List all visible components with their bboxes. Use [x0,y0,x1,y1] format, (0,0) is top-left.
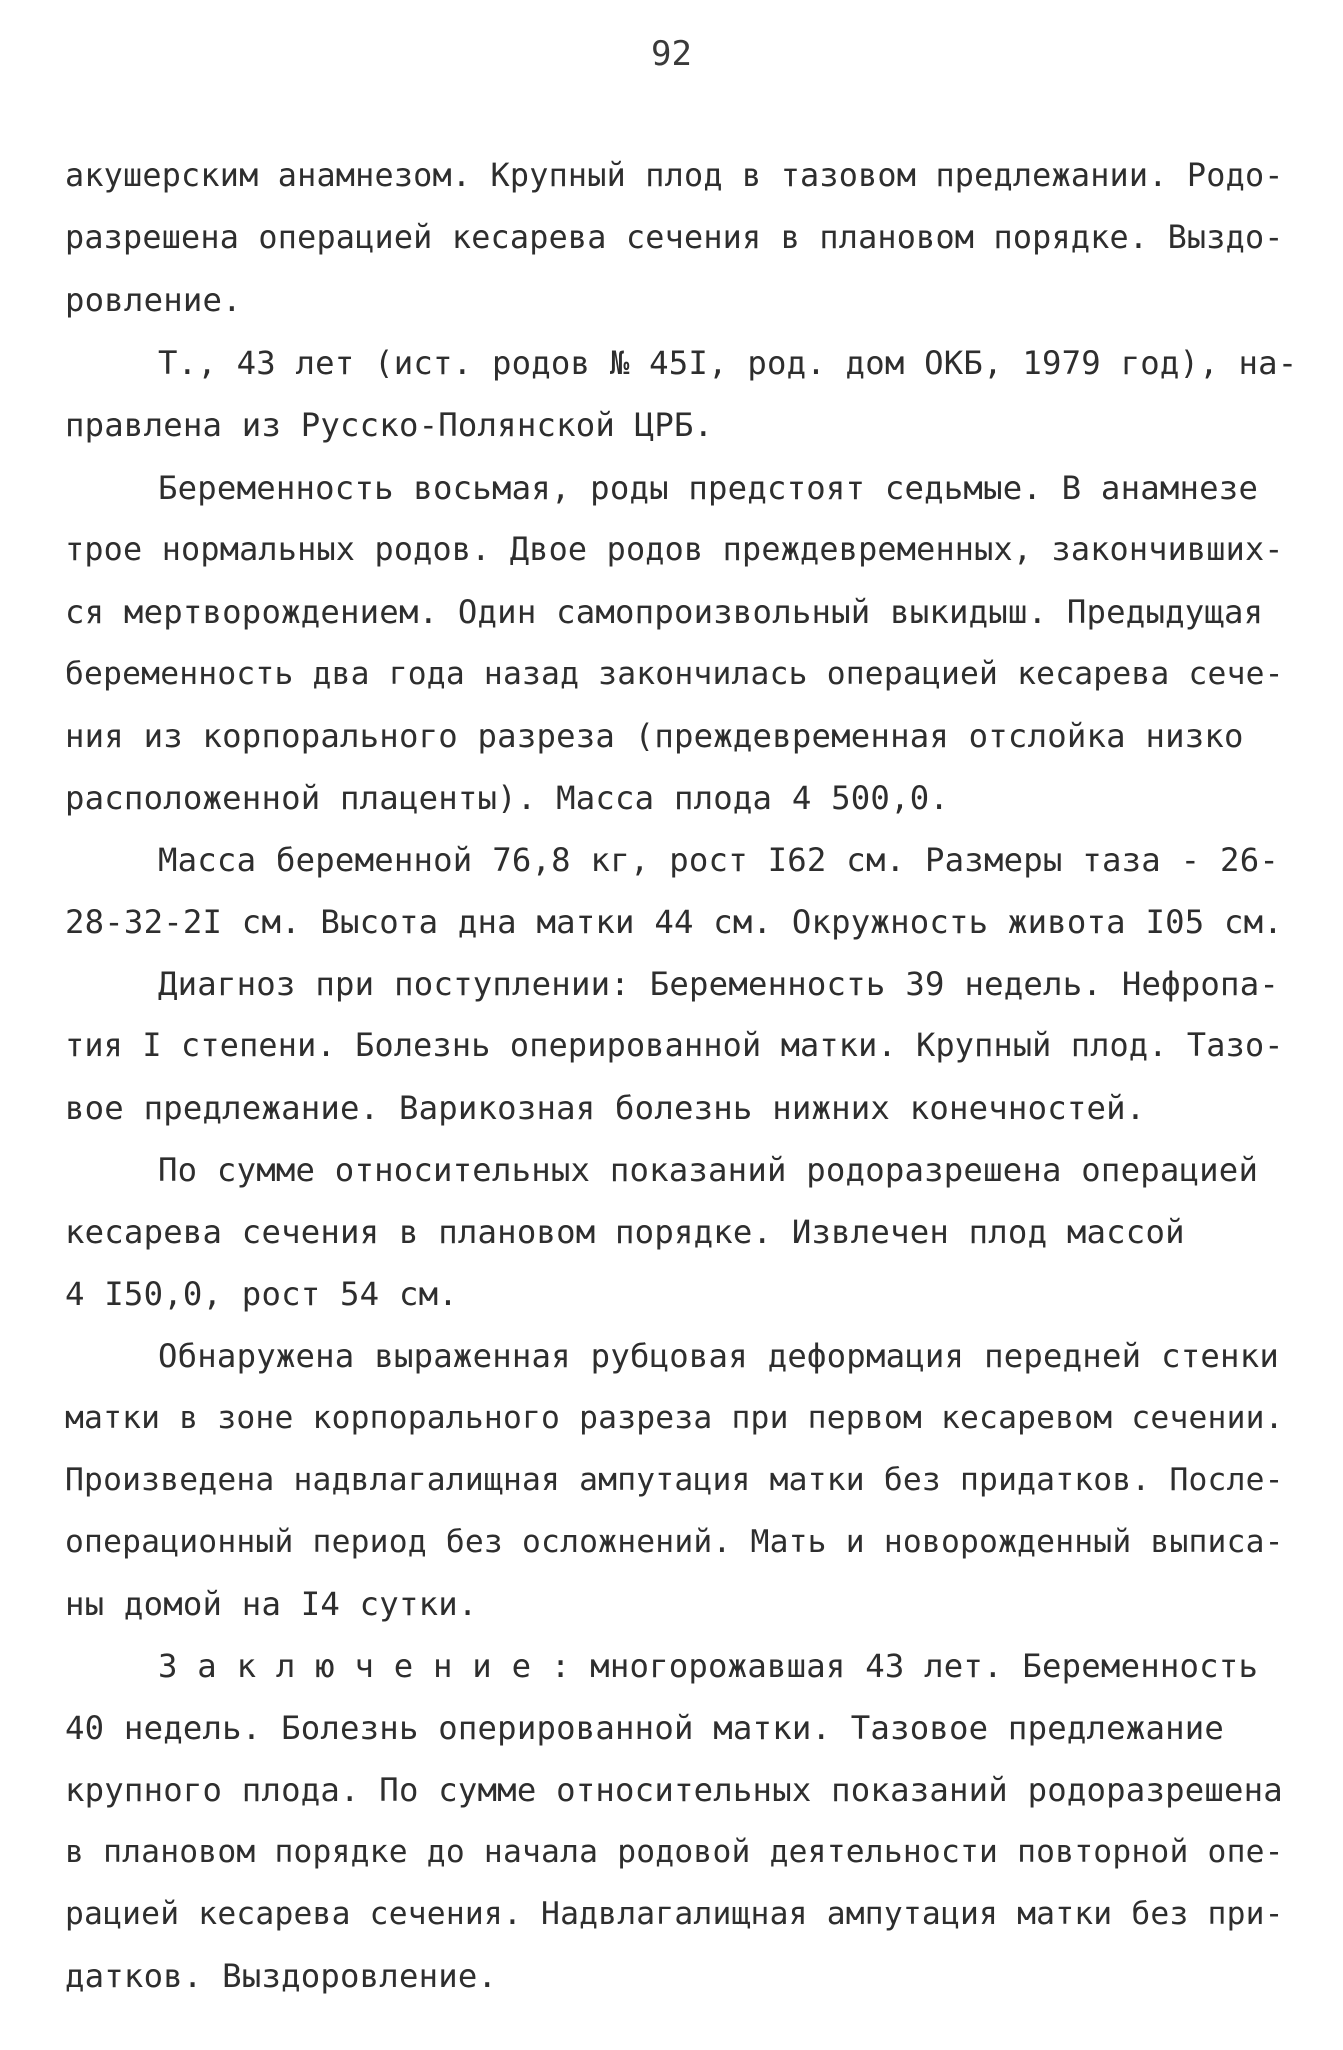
text-line: операционный период без осложнений. Мать и новорожденный выписа- [65,1524,1284,1560]
text-line: рацией кесарева сечения. Надвлагалищная ампутация матки без при- [65,1896,1284,1932]
text-line: беременность два года назад закончилась операцией кесарева сече- [65,656,1284,692]
text-line: вое предлежание. Варикозная болезнь нижних конечностей. [65,1089,1146,1127]
page-number: 92 [651,34,692,74]
text-line: расположенной плаценты). Масса плода 4 500,0. [65,779,949,817]
text-line: кесарева сечения в плановом порядке. Извлечен плод массой [65,1213,1185,1251]
text-line: тия I степени. Болезнь оперированной матки. Крупный плод. Тазо- [65,1027,1284,1064]
text-line: 40 недель. Болезнь оперированной матки. Тазовое предлежание [65,1709,1225,1747]
text-line: крупного плода. По сумме относительных показаний родоразрешена [65,1771,1283,1809]
text-line: ся мертворождением. Один самопроизвольный выкидыш. Предыдущая [65,593,1264,631]
text-line: трое нормальных родов. Двое родов преждевременных, закончивших- [65,531,1284,568]
text-line: По сумме относительных показаний родоразрешена операцией [158,1151,1259,1189]
text-line: Масса беременной 76,8 кг, рост I62 см. Размеры таза - 26- [158,841,1279,879]
text-line: ния из корпорального разреза (преждевременная отслойка низко [65,717,1244,755]
text-line: Беременность восьмая, роды предстоят седьмые. В анамнезе [158,469,1259,507]
text-line: ровление. [65,281,242,319]
text-line: Т., 43 лет (ист. родов № 45I, род. дом ОКБ, 1979 год), на- [158,344,1298,382]
text-line: акушерским анамнезом. Крупный плод в тазовом предлежании. Родо- [65,157,1284,194]
text-line: Обнаружена выраженная рубцовая деформация передней стенки [158,1337,1279,1375]
text-line: Диагноз при поступлении: Беременность 39 недель. Нефропа- [158,965,1279,1003]
text-line: в плановом порядке до начала родовой деятельности повторной опе- [65,1834,1284,1870]
text-line: 28-32-2I см. Высота дна матки 44 см. Окружность живота I05 см. [65,903,1283,941]
conclusion-line: З а к л ю ч е н и е : многорожавшая 43 лет. Беременность [158,1647,1259,1685]
text-line: разрешена операцией кесарева сечения в плановом порядке. Выздо- [65,219,1284,256]
text-line: ны домой на I4 сутки. [65,1585,478,1623]
text-line: правлена из Русско-Полянской ЦРБ. [65,406,714,444]
text-line: Произведена надвлагалищная ампутация матки без придатков. После- [65,1462,1284,1498]
text-line: 4 I50,0, рост 54 см. [65,1275,458,1313]
text-line: матки в зоне корпорального разреза при первом кесаревом сечении. [65,1400,1284,1436]
text-line: датков. Выздоровление. [65,1957,498,1995]
